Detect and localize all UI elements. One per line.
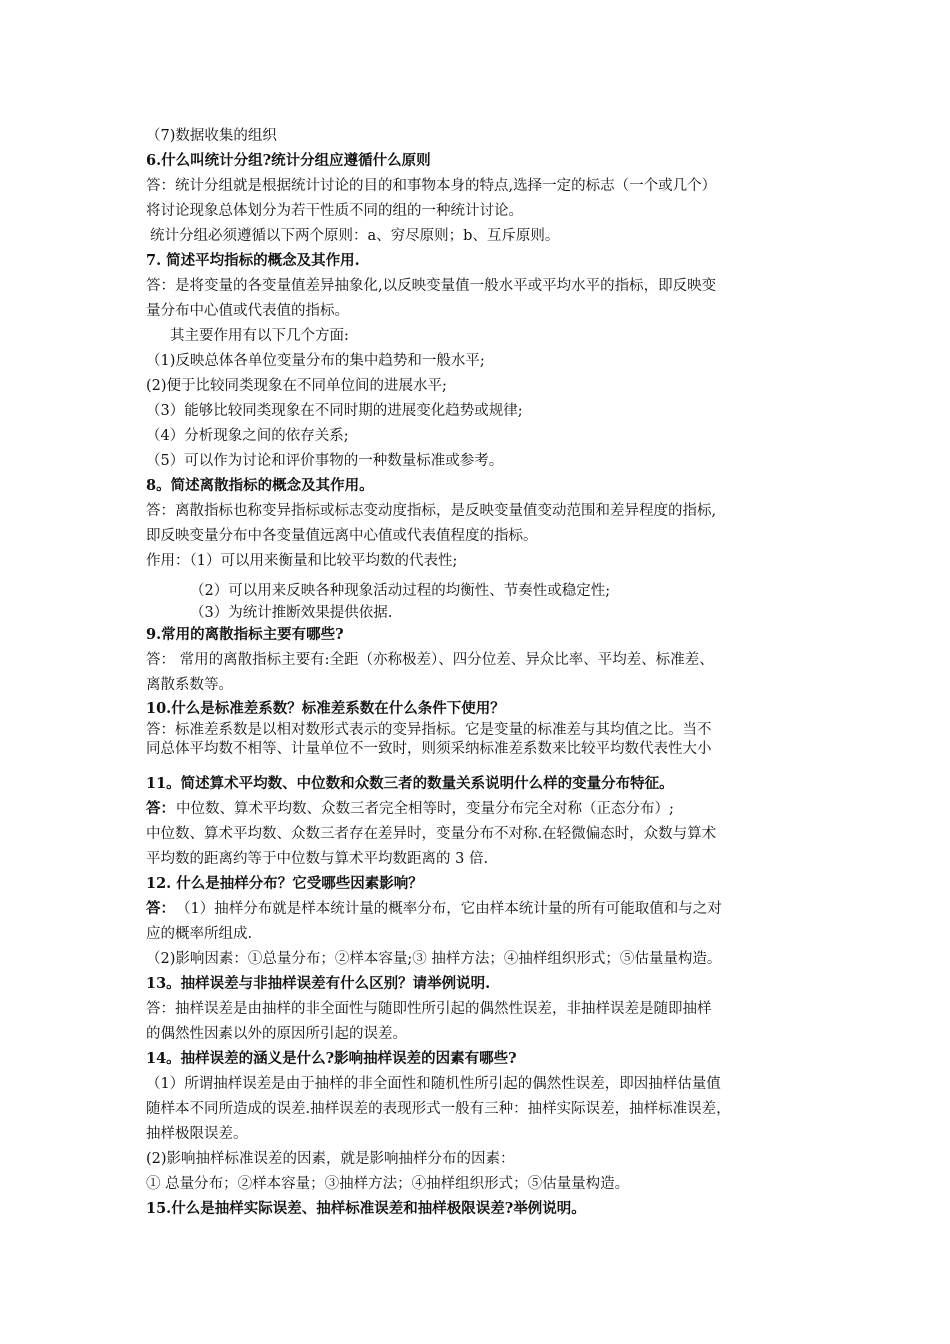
text-line: 应的概率所组成.	[146, 926, 253, 942]
text-line: 平均数的距离约等于中位数与算术平均数距离的 3 倍.	[146, 851, 489, 867]
text-line: 答： 常用的离散指标主要有:全距（亦称极差）、四分位差、异众比率、平均差、标准差、	[146, 652, 714, 668]
text-line: 答：抽样误差是由抽样的非全面性与随即性所引起的偶然性误差，非抽样误差是随即抽样	[146, 1001, 712, 1017]
list-item: （1)反映总体各单位变量分布的集中趋势和一般水平;	[146, 353, 485, 369]
text-line: 将讨论现象总体划分为若干性质不同的组的一种统计讨论。	[146, 203, 523, 219]
text-line: 中位数、算术平均数、众数三者完全相等时，变量分布完全对称（正态分布）;	[176, 801, 674, 817]
text-line: （1）所谓抽样误差是由于抽样的非全面性和随机性所引起的偶然性误差，即因抽样估量值	[146, 1076, 721, 1092]
text-line: （1）抽样分布就是样本统计量的概率分布，它由样本统计量的所有可能取值和与之对	[176, 901, 722, 917]
text-line: 的偶然性因素以外的原因所引起的误差。	[146, 1026, 407, 1042]
question-heading: 15.什么是抽样实际误差、抽样标准误差和抽样极限误差?举例说明。	[146, 1200, 586, 1217]
answer-label: 答：	[146, 800, 175, 817]
question-heading: 6.什么叫统计分组?统计分组应遵循什么原则	[146, 152, 431, 169]
text-line: 即反映变量分布中各变量值远离中心值或代表值程度的指标。	[146, 528, 538, 544]
text-line: 统计分组必须遵循以下两个原则：a、穷尽原则；b、互斥原则。	[150, 228, 560, 244]
question-heading: 8。简述离散指标的概念及其作用。	[146, 477, 374, 494]
text-line: 中位数、算术平均数、众数三者存在差异时，变量分布不对称.在轻微偏态时，众数与算术	[146, 826, 717, 842]
list-item: （3）为统计推断效果提供依据.	[190, 605, 393, 621]
list-item: (2)便于比较同类现象在不同单位间的进展水平;	[146, 378, 447, 394]
list-item: （2）可以用来反映各种现象活动过程的均衡性、节奏性或稳定性;	[190, 583, 611, 599]
text-line: (2)影响抽样标准误差的因素，就是影响抽样分布的因素：	[146, 1151, 515, 1167]
text-line: 离散系数等。	[146, 677, 233, 693]
question-heading: 7. 简述平均指标的概念及其作用.	[146, 252, 360, 269]
question-heading: 10.什么是标准差系数？标准差系数在什么条件下使用？	[146, 700, 505, 717]
answer-label: 答：	[146, 900, 175, 917]
text-line: （2)影响因素：①总量分布；②样本容量;③ 抽样方法；④抽样组织形式；⑤估量量构造。	[146, 951, 722, 967]
question-heading: 13。抽样误差与非抽样误差有什么区别？请举例说明.	[146, 975, 491, 992]
question-heading: 11。简述算术平均数、中位数和众数三者的数量关系说明什么样的变量分布特征。	[146, 775, 674, 792]
text-line: 答：离散指标也称变异指标或标志变动度指标，是反映变量值变动范围和差异程度的指标,	[146, 503, 717, 519]
text-line: 其主要作用有以下几个方面:	[170, 328, 349, 344]
text-line: 量分布中心值或代表值的指标。	[146, 303, 349, 319]
list-item: （5）可以作为讨论和评价事物的一种数量标准或参考。	[146, 453, 504, 469]
text-line: ① 总量分布；②样本容量；③抽样方法；④抽样组织形式；⑤估量量构造。	[146, 1176, 630, 1192]
text-line: 答：标准差系数是以相对数形式表示的变异指标。它是变量的标准差与其均值之比。当不	[146, 722, 712, 738]
text-line: （7)数据收集的组织	[146, 128, 277, 144]
text-line: 抽样极限误差。	[146, 1126, 248, 1142]
text-line: 同总体平均数不相等、计量单位不一致时，则须采纳标准差系数来比较平均数代表性大小	[146, 741, 712, 757]
list-item: （4）分析现象之间的依存关系;	[146, 428, 349, 444]
text-line: 答：是将变量的各变量值差异抽象化,以反映变量值一般水平或平均水平的指标，即反映变	[146, 278, 717, 294]
list-item: （3）能够比较同类现象在不同时期的进展变化趋势或规律;	[146, 403, 523, 419]
text-line: 答：统计分组就是根据统计讨论的目的和事物本身的特点,选择一定的标志（一个或几个）	[146, 178, 717, 194]
question-heading: 14。抽样误差的涵义是什么?影响抽样误差的因素有哪些?	[146, 1050, 517, 1067]
text-line: 作用：（1）可以用来衡量和比较平均数的代表性;	[146, 553, 458, 569]
text-line: 随样本不同所造成的误差.抽样误差的表现形式一般有三种：抽样实际误差，抽样标准误差，	[146, 1101, 731, 1117]
question-heading: 9.常用的离散指标主要有哪些?	[146, 626, 344, 643]
question-heading: 12. 什么是抽样分布？它受哪些因素影响？	[146, 875, 423, 892]
